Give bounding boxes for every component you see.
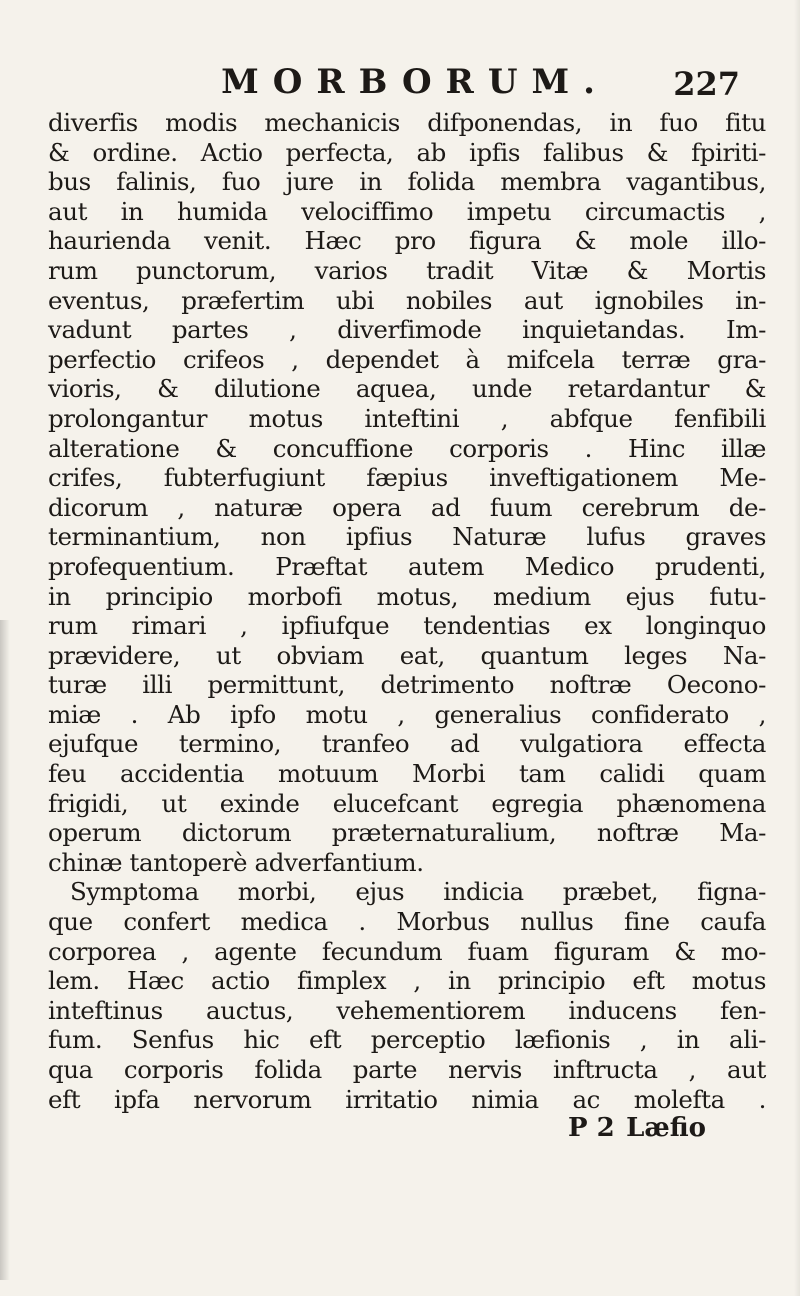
text-line: bus falinis, fuo jure in folida membra vagantibus, (48, 167, 766, 197)
text-line: prævidere, ut obviam eat, quantum leges Na- (48, 640, 766, 670)
text-line: miæ . Ab ipfo motu , generalius confiderato , (48, 699, 766, 729)
text-line: feu accidentia motuum Morbi tam calidi quam (48, 759, 766, 789)
text-line: vadunt partes , diverfimode inquietandas. Im- (48, 315, 766, 345)
text-line: vioris, & dilutione aquea, unde retardantur & (48, 374, 766, 404)
text-line: rum rimari , ipfiufque tendentias ex longinquo (48, 611, 766, 641)
text-line: crifes, fubterfugiunt fæpius inveftigationem Me- (48, 463, 766, 493)
catchword: Læfio (626, 1113, 706, 1144)
signature-mark: P 2 (568, 1113, 615, 1144)
text-line: operum dictorum præternaturalium, noftræ Ma- (48, 818, 766, 848)
text-line: aut in humida velociffimo impetu circumactis , (48, 196, 766, 226)
running-head (0, 62, 800, 110)
text-line: inteftinus auctus, vehementiorem inducens fen- (48, 995, 766, 1025)
body-text (48, 108, 766, 1142)
text-line: frigidi, ut exinde elucefcant egregia phænomena (48, 788, 766, 818)
text-line: prolongantur motus inteftini , abfque fenfibili (48, 403, 766, 433)
text-line: corporea , agente fecundum fuam figuram & mo- (48, 936, 766, 966)
text-line: ejufque termino, tranfeo ad vulgatiora effecta (48, 729, 766, 759)
gutter-shadow (0, 620, 10, 1280)
running-title: MORBORUM. (221, 62, 609, 102)
text-line: in principio morbofi motus, medium ejus futu- (48, 581, 766, 611)
text-line: perfectio crifeos , dependet à mifcela terræ gra- (48, 344, 766, 374)
text-line: lem. Hæc actio fimplex , in principio eft motus (48, 966, 766, 996)
text-line: qua corporis folida parte nervis inftructa , aut (48, 1055, 766, 1084)
text-line: fum. Senfus hic eft perceptio læfionis , in ali- (48, 1025, 766, 1055)
text-line: terminantium, non ipfius Naturæ lufus graves (48, 522, 766, 552)
text-line: Symptoma morbi, ejus indicia præbet, figna- (70, 877, 766, 907)
text-line: eventus, præfertim ubi nobiles aut ignobiles in- (48, 285, 766, 315)
text-line: & ordine. Actio perfecta, ab ipfis falibus & fpiriti- (48, 137, 766, 167)
footer-line (48, 1114, 766, 1142)
text-line: diverfis modis mechanicis difponendas, in fuo fitu (48, 108, 766, 137)
page-number: 227 (673, 65, 740, 103)
text-line: turæ illi permittunt, detrimento noftræ Oecono- (48, 670, 766, 700)
text-line: alteratione & concuffione corporis . Hinc illæ (48, 433, 766, 463)
text-line: eft ipfa nervorum irritatio nimia ac molefta . (48, 1084, 766, 1114)
text-line: profequentium. Præftat autem Medico prudenti, (48, 551, 766, 581)
text-line: dicorum , naturæ opera ad fuum cerebrum de- (48, 492, 766, 522)
text-line: que confert medica . Morbus nullus fine caufa (48, 907, 766, 937)
page-edge-shadow (794, 0, 800, 1296)
text-line: haurienda venit. Hæc pro figura & mole illo- (48, 226, 766, 256)
text-line: chinæ tantoperè adverfantium. (48, 847, 424, 877)
text-line: rum punctorum, varios tradit Vitæ & Mortis (48, 255, 766, 285)
